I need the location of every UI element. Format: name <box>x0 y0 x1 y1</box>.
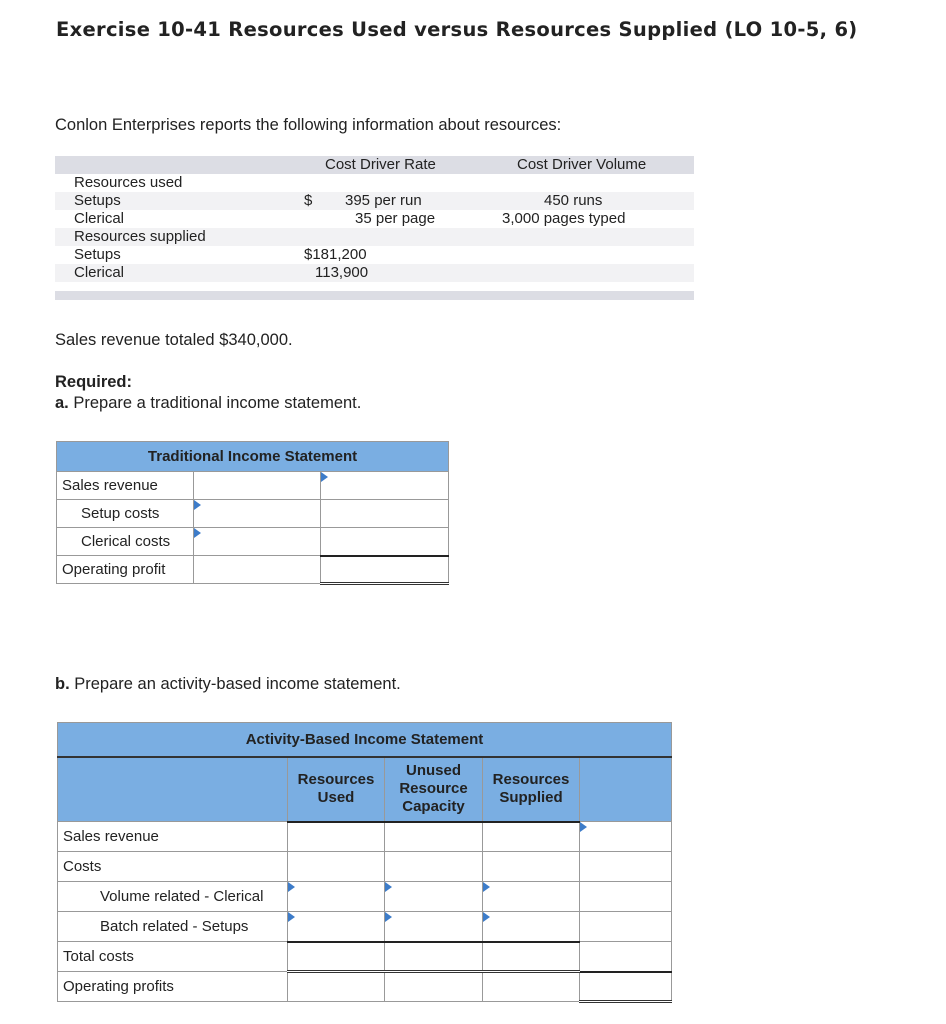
amount-input[interactable] <box>488 911 578 942</box>
amount-input[interactable] <box>293 881 383 912</box>
row-label: Volume related - Clerical <box>58 882 288 912</box>
amount-input[interactable] <box>585 941 670 972</box>
clerical-volume: 3,000 pages typed <box>502 210 626 227</box>
col-resources-supplied: Resources Supplied <box>483 757 580 822</box>
input-cell[interactable] <box>288 822 385 852</box>
clerical-label: Clerical <box>74 210 125 227</box>
amount-input[interactable] <box>199 471 319 500</box>
input-cell[interactable] <box>483 822 580 852</box>
amount-input[interactable] <box>199 499 319 528</box>
input-cell[interactable] <box>385 822 483 852</box>
col-volume: Cost Driver Volume <box>517 156 647 173</box>
input-cell[interactable] <box>321 556 449 584</box>
clerical-label: Clerical <box>74 264 125 281</box>
part-b <box>55 675 401 694</box>
amount-input[interactable] <box>326 556 447 584</box>
input-cell[interactable] <box>483 972 580 1002</box>
dropdown-marker-icon <box>385 912 392 922</box>
row-label: Setup costs <box>57 500 194 528</box>
col-rate: Cost Driver Rate <box>325 156 436 173</box>
input-cell[interactable] <box>385 972 483 1002</box>
input-cell[interactable] <box>288 942 385 972</box>
dropdown-marker-icon <box>483 882 490 892</box>
setups-label: Setups <box>74 246 121 263</box>
input-cell[interactable] <box>385 942 483 972</box>
input-cell[interactable] <box>194 556 321 584</box>
amount-input[interactable] <box>390 911 481 942</box>
amount-input[interactable] <box>585 851 670 882</box>
row-label: Batch related - Setups <box>58 912 288 942</box>
amount-input[interactable] <box>293 911 383 942</box>
dropdown-marker-icon <box>385 882 392 892</box>
abc-title: Activity-Based Income Statement <box>58 723 672 757</box>
row-label: Operating profits <box>58 972 288 1002</box>
amount-input[interactable] <box>390 851 481 882</box>
part-a <box>55 394 361 413</box>
amount-input[interactable] <box>199 527 319 556</box>
amount-input[interactable] <box>293 851 383 882</box>
part-a-letter: a. <box>55 394 69 412</box>
input-cell[interactable] <box>580 822 672 852</box>
col-unused-capacity: Unused Resource Capacity <box>385 757 483 822</box>
amount-input[interactable] <box>488 851 578 882</box>
input-cell[interactable] <box>194 528 321 556</box>
input-cell[interactable] <box>483 912 580 942</box>
page-title: Exercise 10-41 Resources Used versus Resources Supplied (LO 10-5, 6) <box>56 18 858 41</box>
dropdown-marker-icon <box>194 528 201 538</box>
input-cell[interactable] <box>288 882 385 912</box>
setups-supplied: $181,200 <box>304 246 367 263</box>
amount-input[interactable] <box>326 471 447 500</box>
traditional-income-statement <box>56 441 449 585</box>
input-cell[interactable] <box>580 852 672 882</box>
input-cell[interactable] <box>288 912 385 942</box>
input-cell[interactable] <box>194 472 321 500</box>
input-cell[interactable] <box>321 472 449 500</box>
amount-input[interactable] <box>390 822 481 853</box>
row-label: Operating profit <box>57 556 194 584</box>
dropdown-marker-icon <box>321 472 328 482</box>
required-label: Required: <box>55 373 133 391</box>
input-cell[interactable] <box>385 912 483 942</box>
dropdown-marker-icon <box>580 822 587 832</box>
amount-input[interactable] <box>293 822 383 853</box>
part-b-letter: b. <box>55 675 70 693</box>
setups-rate: 395 per run <box>345 192 422 209</box>
input-cell[interactable] <box>580 942 672 972</box>
col-resources-used: Resources Used <box>288 757 385 822</box>
amount-input[interactable] <box>390 972 481 1002</box>
amount-input[interactable] <box>585 881 670 912</box>
amount-input[interactable] <box>585 972 670 1002</box>
amount-input[interactable] <box>488 972 578 1002</box>
part-b-text: Prepare an activity-based income statement. <box>69 675 401 693</box>
amount-input[interactable] <box>293 972 383 1002</box>
input-cell[interactable] <box>483 882 580 912</box>
input-cell[interactable] <box>288 972 385 1002</box>
amount-input[interactable] <box>293 942 383 972</box>
amount-input[interactable] <box>488 881 578 912</box>
input-cell[interactable] <box>580 882 672 912</box>
amount-input[interactable] <box>585 821 670 852</box>
amount-input[interactable] <box>585 911 670 942</box>
row-label: Sales revenue <box>58 822 288 852</box>
dropdown-marker-icon <box>288 912 295 922</box>
row-label: Total costs <box>58 942 288 972</box>
amount-input[interactable] <box>488 822 578 853</box>
clerical-rate: 35 per page <box>355 210 436 227</box>
row-label: Clerical costs <box>57 528 194 556</box>
input-cell[interactable] <box>385 882 483 912</box>
amount-input[interactable] <box>326 527 447 556</box>
amount-input[interactable] <box>199 555 319 584</box>
input-cell[interactable] <box>580 912 672 942</box>
activity-based-income-statement <box>57 722 672 1003</box>
amount-input[interactable] <box>326 499 447 528</box>
amount-input[interactable] <box>488 942 578 972</box>
dropdown-marker-icon <box>288 882 295 892</box>
amount-input[interactable] <box>390 942 481 972</box>
dropdown-marker-icon <box>194 500 201 510</box>
resources-used-label: Resources used <box>74 174 183 191</box>
clerical-supplied: 113,900 <box>315 264 369 281</box>
input-cell[interactable] <box>288 852 385 882</box>
input-cell[interactable] <box>385 852 483 882</box>
traditional-title: Traditional Income Statement <box>57 442 449 472</box>
resources-supplied-label: Resources supplied <box>74 228 206 245</box>
amount-input[interactable] <box>390 881 481 912</box>
input-cell[interactable] <box>483 852 580 882</box>
part-a-text: Prepare a traditional income statement. <box>68 394 362 412</box>
intro-text: Conlon Enterprises reports the following information about resources: <box>55 116 562 134</box>
row-label: Sales revenue <box>57 472 194 500</box>
setups-label: Setups <box>74 192 121 209</box>
input-cell[interactable] <box>194 500 321 528</box>
sales-text: Sales revenue totaled $340,000. <box>55 331 293 349</box>
input-cell[interactable] <box>321 528 449 556</box>
dropdown-marker-icon <box>483 912 490 922</box>
input-cell[interactable] <box>580 972 672 1002</box>
input-cell[interactable] <box>321 500 449 528</box>
dollar-sign: $ <box>304 192 313 209</box>
input-cell[interactable] <box>483 942 580 972</box>
setups-volume: 450 runs <box>544 192 603 209</box>
row-label: Costs <box>58 852 288 882</box>
